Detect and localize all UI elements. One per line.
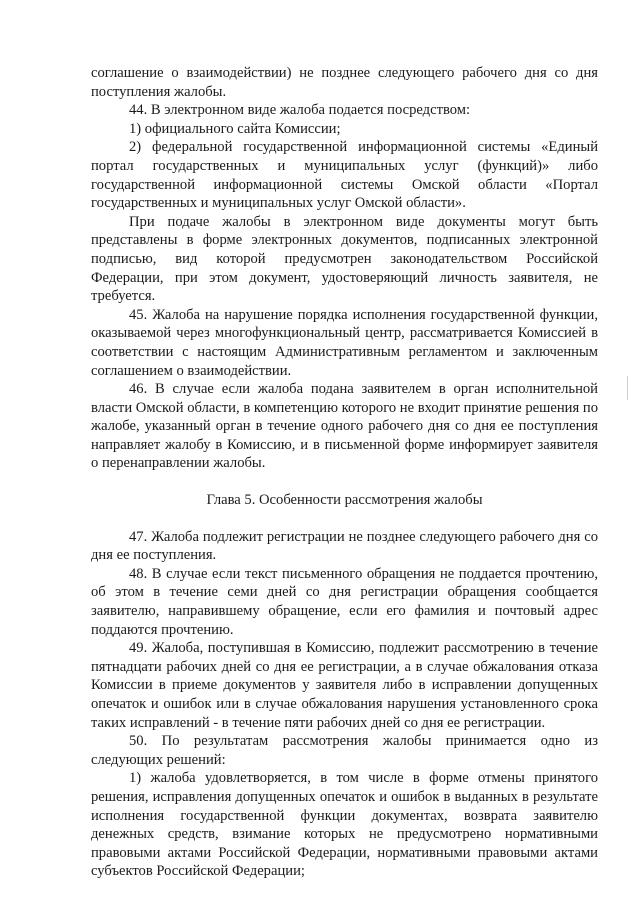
paragraph-45: 45. Жалоба на нарушение порядка исполнения государственной функции, оказываемой через многофункциональный центр, рассматривается Комиссией в соответствии с настоящим Административным регламентом и заключенным соглашением о взаимодействии.: [91, 306, 598, 379]
paragraph-44-item-2: 2) федеральной государственной информационной системы «Единый портал государственных и муниципальных услуг (функций)» либо государственной информационной системы Омской области «Портал государственных и муниципальных услуг Омской области».: [91, 139, 598, 212]
paragraph-47: 47. Жалоба подлежит регистрации не позднее следующего рабочего дня со дня ее поступления.: [91, 528, 598, 564]
paragraphs-after: [91, 528, 598, 881]
paragraph-50-item-1: 1) жалоба удовлетворяется, в том числе в форме отмены принятого решения, исправления допущенных опечаток и ошибок в выданных в результате исполнения государственной функции документах, возврата заявителю денежных средств, взимание которых не предусмотрено нормативными правовыми актами Российской Федерации, нормативными правовыми актами субъектов Российской Федерации;: [91, 770, 598, 880]
document-page: [91, 64, 598, 881]
paragraph-continuation: соглашение о взаимодействии) не позднее следующего рабочего дня со дня поступления жалобы.: [91, 65, 598, 100]
paragraph-49: 49. Жалоба, поступившая в Комиссию, подлежит рассмотрению в течение пятнадцати рабочих дней со дня ее регистрации, а в случае обжалования отказа Комиссии в приеме документов у заявителя либо в исправлении допущенных опечаток и ошибок или в случае обжалования нарушения установленного срока таких исправлений - в течение пяти рабочих дней со дня ее регистрации.: [91, 640, 598, 731]
chapter-heading: Глава 5. Особенности рассмотрения жалобы: [206, 492, 483, 509]
paragraphs-before: [91, 64, 598, 473]
margin-mark: [627, 376, 628, 400]
paragraph-46: 46. В случае если жалоба подана заявителем в орган исполнительной власти Омской области, в компетенцию которого не входит принятие решения по жалобе, указанный орган в течение одного рабочего дня со дня ее поступления направляет жалобу в Комиссию, и в письменной форме информирует заявителя о перенаправлении жалобы.: [91, 381, 598, 472]
paragraph-44-electronic-docs: При подаче жалобы в электронном виде документы могут быть представлены в форме электронных документов, подписанных электронной подписью, вид которой предусмотрен законодательством Российской Федерации, при этом документ, удостоверяющий личность заявителя, не требуется.: [91, 213, 598, 305]
paragraph-44: 44. В электронном виде жалоба подается посредством:: [129, 102, 471, 119]
paragraph-44-item-1: 1) официального сайта Комиссии;: [129, 120, 341, 137]
paragraph-48: 48. В случае если текст письменного обращения не поддается прочтению, об этом в течение семи дней со дня регистрации обращения сообщается заявителю, направившему обращение, если его фамилия и почтовый адрес поддаются прочтению.: [91, 565, 598, 638]
paragraph-50: 50. По результатам рассмотрения жалобы принимается одно из следующих решений:: [91, 733, 598, 768]
